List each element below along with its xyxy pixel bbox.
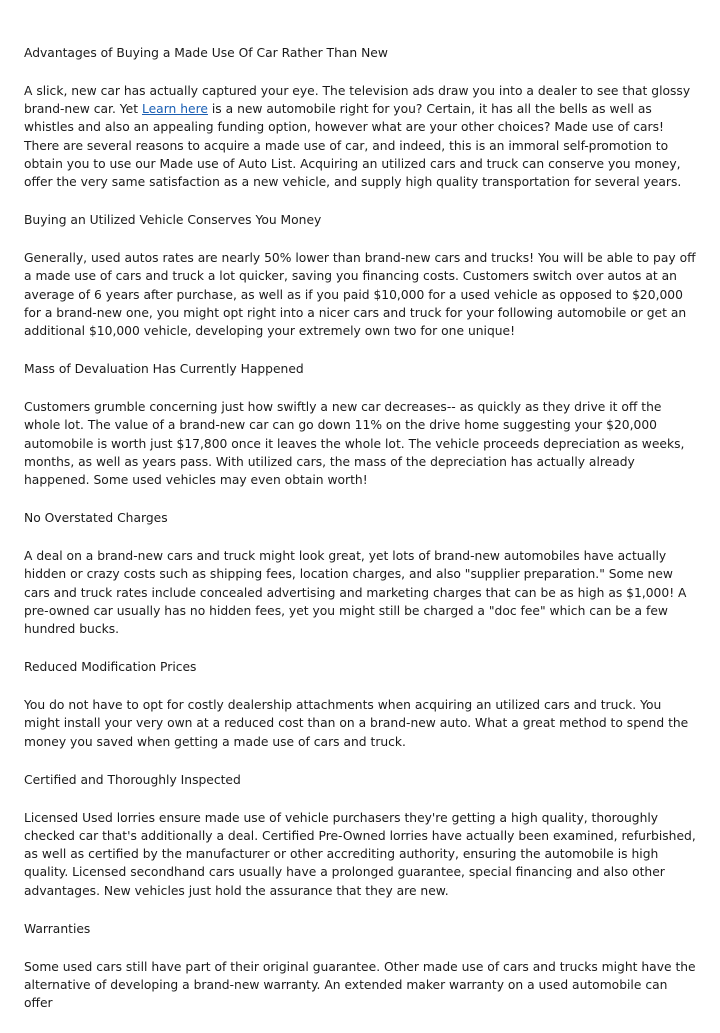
section-body-certified: Licensed Used lorries ensure made use of vehicle purchasers they're getting a high quality, thoroughly checked car that's additionally a deal. Certified Pre-Owned lorries have actually been examined, refurbished, as well as certified by the manufacturer or other accrediting authority, ensuring the automobile is high quality. Licensed secondhand cars usually have a prolonged guarantee, special financing and also other advantages. New vehicles just hold the assurance that they are new. [24,810,696,898]
section-body-money: Generally, used autos rates are nearly 50% lower than brand-new cars and trucks! You will be able to pay off a made use of cars and truck a lot quicker, saving you financing costs. Customers switch over autos at an average of 6 years after purchase, as well as if you paid $10,000 for a used vehicle as opposed to $20,000 for a brand-new one, you might opt right into a nicer cars and truck for your following automobile or get an additional $10,000 vehicle, developing your extremely own two for one unique! [24,251,696,339]
intro-text-after-link: is a new automobile right for you? Certain, it has all the bells as well as whistles and also an appealing funding option, however what are your other choices? Made use of cars! There are several reasons to acquire a made use of car, and indeed, this is an immoral self-promotion to obtain you to use our Made use of Auto List. Acquiring an utilized cars and truck can conserve you money, offer the very same satisfaction as a new vehicle, and supply high quality transportation for several years. [24,102,682,190]
section-heading-warranties: Warranties [24,921,91,936]
section-heading-devaluation: Mass of Devaluation Has Currently Happened [24,362,304,377]
section-body-devaluation: Customers grumble concerning just how swiftly a new car decreases-- as quickly as they drive it off the whole lot. The value of a brand-new car can go down 11% on the drive home suggesting your $20,000 automobile is worth just $17,800 once it leaves the whole lot. The vehicle proceeds depreciation as weeks, months, as well as years pass. With utilized cars, the mass of the depreciation has actually already happened. Some used vehicles may even obtain worth! [24,400,685,488]
section-heading-certified: Certified and Thoroughly Inspected [24,772,241,787]
learn-here-link[interactable]: Learn here [141,102,208,117]
page-title: Advantages of Buying a Made Use Of Car Rather Than New [24,46,388,60]
section-body-warranties: Some used cars still have part of their original guarantee. Other made use of cars and trucks might have the alternative of developing a brand-new warranty. An extended maker warranty on a used automobile can offer [24,959,696,1011]
intro-paragraph [24,82,698,191]
section-heading-money: Buying an Utilized Vehicle Conserves You Money [24,213,322,228]
section-body-modification: You do not have to opt for costly dealership attachments when acquiring an utilized cars and truck. You might install your very own at a reduced cost than on a brand-new auto. What a great method to spend the money you saved when getting a made use of cars and truck. [24,698,689,749]
section-heading-charges: No Overstated Charges [24,511,168,526]
article [24,44,698,1033]
section-heading-modification: Reduced Modification Prices [24,660,197,675]
section-body-charges: A deal on a brand-new cars and truck might look great, yet lots of brand-new automobiles have actually hidden or crazy costs such as shipping fees, location charges, and also "supplier preparation." Some new cars and truck rates include concealed advertising and marketing charges that can be as high as $1,000! A pre-owned car usually has no hidden fees, yet you might still be charged a "doc fee" which can be a few hundred bucks. [24,549,687,637]
intro-text-before-link: A slick, new car has actually captured your eye. The television ads draw you into a dealer to see that glossy brand-new car. Yet [24,84,691,117]
